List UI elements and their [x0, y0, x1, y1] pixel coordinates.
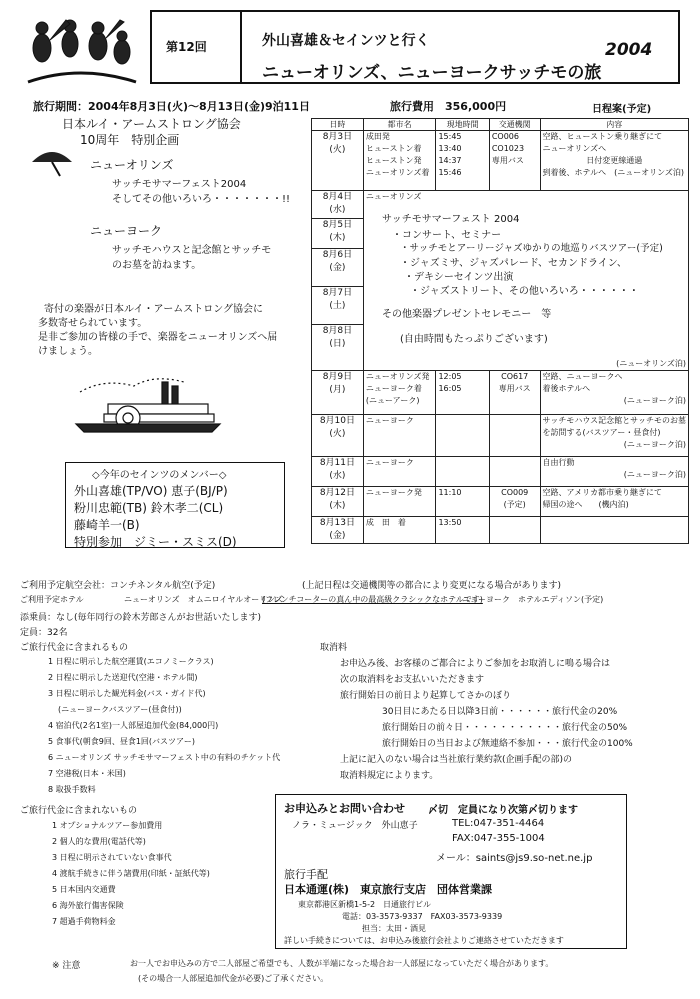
schedule-note: 空路、アメリカ都市乗り継ぎにて — [542, 488, 662, 497]
cancel-line: 30日目にあたる日以降3日前・・・・・・旅行代金の20% — [382, 707, 618, 717]
included-heading: ご旅行代金に含まれるもの — [20, 643, 129, 653]
footer-note-label: ※ 注意 — [52, 961, 81, 971]
event-item: ・ジャズストリート、その他いろいろ・・・・・・ — [410, 286, 639, 297]
schedule-date: 8月7日 — [322, 288, 353, 298]
neworleans-heading: ニューオリンズ — [90, 158, 174, 172]
schedule-city: ニューヨーク — [365, 416, 414, 425]
schedule-time: 13:50 — [438, 518, 462, 527]
schedule-date: 8月12日 — [319, 488, 356, 498]
cancel-line: お申込み後、お客様のご都合によりご参加をお取消しに鳴る場合は — [340, 659, 611, 669]
contact-tel: TEL:047-351-4464 — [452, 818, 545, 829]
schedule-weekday: (土) — [329, 301, 346, 311]
donation-line2: 多数寄せられています。 — [38, 318, 148, 329]
contact-email: メール：saints@js9.so-net.ne.jp — [436, 853, 593, 864]
arrangement-detail: 詳しい手続きについては、お申込み後旅行会社よりご連絡させていただきます — [284, 936, 564, 945]
cancel-line: 旅行開始日の前々日・・・・・・・・・・・旅行代金の50% — [382, 723, 628, 733]
schedule-date: 8月8日 — [322, 326, 353, 336]
schedule-transport: (予定) — [503, 500, 526, 509]
schedule-date: 8月3日 — [322, 132, 353, 142]
schedule-time: 13:40 — [438, 144, 462, 153]
contact-deadline: 〆切 定員になり次第〆切ります — [428, 805, 578, 816]
schedule-note: サッチモハウス記念館とサッチモのお墓 — [542, 416, 686, 425]
excluded-item: 6 海外旅行傷害保険 — [52, 901, 124, 910]
event-item: ・サッチモとアーリージャズゆかりの地巡りバスツアー(予定) — [400, 243, 663, 254]
schedule-city: ヒューストン発 — [365, 156, 422, 165]
excluded-item: 1 オプショナルツアー参加費用 — [52, 821, 163, 830]
schedule-change-note: (上記日程は交通機関等の都合により変更になる場合があります) — [302, 581, 562, 591]
excluded-item: 4 渡航手続きに伴う諸費用(印紙・証紙代等) — [52, 869, 210, 878]
contact-fax: FAX:047-355-1004 — [452, 833, 545, 844]
capacity: 定員：32名 — [20, 628, 68, 638]
organizer-name: 日本ルイ・アームストロング協会 — [62, 117, 241, 131]
included-item: 1 日程に明示した航空運賃(エコノミークラス) — [48, 657, 214, 666]
schedule-weekday: (水) — [329, 205, 346, 215]
page-title: ニューオリンズ、ニューヨークサッチモの旅 — [262, 63, 602, 83]
schedule-note: 到着後、ホテルへ (ニューオリンズ泊) — [542, 168, 684, 177]
excluded-heading: ご旅行代金に含まれないもの — [20, 806, 138, 816]
schedule-date: 8月5日 — [322, 220, 353, 230]
title-box-divider — [240, 10, 242, 84]
schedule-header: 内容 — [540, 119, 688, 131]
member-row: 特別参加 ジミー・スミス(D) — [74, 535, 237, 549]
schedule-note: 帰国の途へ (機内泊) — [542, 500, 629, 509]
schedule-transport: CO006 — [491, 132, 519, 141]
parasol-icon — [30, 146, 74, 178]
cancel-line: 取消料規定によります。 — [340, 771, 439, 781]
schedule-note: (ニューオリンズ泊) — [616, 359, 686, 368]
members-heading: ◇今年のセインツのメンバー◇ — [92, 470, 227, 481]
title-year: 2004 — [605, 40, 653, 60]
member-row: 粉川忠範(TB) 鈴木孝二(CL) — [74, 501, 224, 515]
included-item: 5 食事代(朝食9回、昼食1回(バスツアー) — [48, 737, 195, 746]
included-item: 4 宿泊代(2名1室)一人部屋追加代金(84,000円) — [48, 721, 219, 730]
schedule-city: ニューヨーク — [365, 458, 414, 467]
schedule-time: 16:05 — [438, 384, 462, 393]
organizer-anniversary: 10周年 特別企画 — [80, 133, 180, 147]
donation-line3: 是非ご参加の皆様の手で、楽器をニューオリンズへ届 — [38, 332, 278, 343]
schedule-note: 空路、ニューヨークへ — [542, 372, 623, 381]
excluded-item: 2 個人的な費用(電話代等) — [52, 837, 146, 846]
arrangement-heading: 旅行手配 — [284, 868, 328, 881]
member-row: 外山喜雄(TP/VO) 恵子(BJ/P) — [74, 484, 228, 498]
schedule-city: ニューオリンズ発 — [365, 372, 430, 381]
schedule-time: 12:05 — [438, 372, 462, 381]
event-item: ・ジャズミサ、ジャズパレード、セカンドライン、 — [400, 258, 627, 269]
schedule-transport: CO1023 — [491, 144, 525, 153]
schedule-label: 日程案(予定) — [592, 104, 652, 115]
schedule-city: 成田発 — [365, 132, 390, 141]
escort-note: 添乗員：なし(毎年同行の鈴木芳郎さんがお世話いたします) — [20, 613, 262, 623]
title-subtitle: 外山喜雄＆セインツと行く — [262, 33, 430, 49]
schedule-note: を訪問する(バスツアー・昼食付) — [542, 428, 661, 437]
hotel-label: ご利用予定ホテル — [20, 595, 84, 604]
edition-number: 第12回 — [166, 40, 207, 54]
member-row: 藤崎羊一(B) — [74, 518, 140, 532]
neworleans-line1: サッチモサマーフェスト2004 — [112, 179, 247, 190]
donation-line1: 寄付の楽器が日本ルイ・アームストロング協会に — [44, 304, 263, 315]
steamboat-illustration — [74, 372, 224, 438]
arrangement-person: 担当：太田・酒見 — [362, 924, 426, 933]
schedule-date: 8月13日 — [319, 518, 356, 528]
schedule-date: 8月6日 — [322, 250, 353, 260]
neworleans-line2: そしてその他いろいろ・・・・・・・!! — [112, 194, 291, 205]
schedule-time: 15:46 — [438, 168, 462, 177]
cancel-line: 次の取消料をお支払いいただきます — [340, 675, 485, 685]
schedule-weekday: (火) — [329, 145, 346, 155]
event-fest: サッチモサマーフェスト 2004 — [382, 214, 520, 225]
schedule-city: ニューオリンズ着 — [365, 168, 430, 177]
schedule-time: 11:10 — [438, 488, 462, 497]
schedule-note: 日付変更線通過 — [586, 156, 643, 165]
schedule-city: 成 田 着 — [365, 518, 406, 527]
arrangement-company: 日本通運(株) 東京旅行支店 団体営業課 — [284, 883, 493, 896]
schedule-transport: CO009 — [501, 488, 529, 497]
schedule-transport: CO617 — [501, 372, 529, 381]
footer-note-line2: (その場合一人部屋追加代金が必要)ご了承ください。 — [138, 974, 329, 983]
cancel-line: 旅行開始日の前日より起算してさかのぼり — [340, 691, 512, 701]
schedule-weekday: (木) — [329, 501, 346, 511]
schedule-weekday: (月) — [329, 385, 346, 395]
schedule-weekday: (日) — [329, 339, 346, 349]
trip-period: 旅行期間：2004年8月3日(火)～8月13日(金)9泊11日 — [33, 100, 310, 113]
arrangement-address: 東京都港区新橋1-5-2 日通旅行ビル — [298, 900, 432, 909]
schedule-note: (ニューヨーク泊) — [623, 440, 686, 449]
schedule-time: 15:45 — [438, 132, 462, 141]
schedule-note: 着後ホテルへ — [542, 384, 591, 393]
cancel-line: 旅行開始日の当日および無連絡不参加・・・旅行代金の100% — [382, 739, 633, 749]
footer-note-line1: お一人でお申込みの方で二人部屋ご希望でも、人数が半端になった場合お一人部屋になっていただく場合があります。 — [130, 959, 554, 968]
schedule-note: ニューオリンズへ — [542, 144, 607, 153]
schedule-date: 8月9日 — [322, 372, 353, 382]
schedule-time: 14:37 — [438, 156, 462, 165]
event-free-time: (自由時間もたっぷりございます) — [400, 334, 548, 345]
included-item: 8 取扱手数料 — [48, 785, 96, 794]
excluded-item: 3 日程に明示されていない食事代 — [52, 853, 172, 862]
schedule-note: 空路、ヒューストン乗り継ぎにて — [542, 132, 663, 141]
schedule-city: ニューヨーク発 — [365, 488, 422, 497]
schedule-note: (ニューヨーク泊) — [623, 396, 686, 405]
trip-cost: 旅行費用 356,000円 — [390, 100, 507, 113]
newyork-heading: ニューヨーク — [90, 224, 163, 238]
schedule-date: 8月11日 — [319, 458, 356, 468]
cancel-heading: 取消料 — [320, 643, 348, 653]
schedule-city: ニューヨーク着 — [365, 384, 422, 393]
schedule-date: 8月4日 — [322, 192, 353, 202]
schedule-header: 日時 — [312, 119, 364, 131]
schedule-header: 都市名 — [363, 119, 436, 131]
schedule-transport: 専用バス — [498, 384, 531, 393]
included-item: 6 ニューオリンズ サッチモサマーフェスト中の有料のチケット代 — [48, 753, 281, 762]
schedule-weekday: (金) — [329, 531, 346, 541]
schedule-note: 自由行動 — [542, 458, 575, 467]
hotel-newyork: ニューヨーク ホテルエディソン(予定) — [462, 595, 604, 604]
hotel-neworleans: ニューオリンズ オムニロイヤルオーリンズ — [124, 595, 284, 604]
schedule-header: 交通機関 — [489, 119, 540, 131]
included-item: 2 日程に明示した送迎代(空港・ホテル間) — [48, 673, 198, 682]
schedule-city: (ニューアーク) — [365, 396, 420, 405]
schedule-weekday: (木) — [329, 233, 346, 243]
newyork-line1: サッチモハウスと記念館とサッチモ — [112, 245, 272, 256]
airline: ご利用予定航空会社：コンチネンタル航空(予定) — [20, 581, 216, 591]
schedule-weekday: (水) — [329, 471, 346, 481]
included-item: 3 日程に明示した観光料金(バス・ガイド代) — [48, 689, 206, 698]
schedule-transport: 専用バス — [491, 156, 524, 165]
included-item: 7 空港税(日本・米国) — [48, 769, 126, 778]
included-item: (ニューヨークバスツアー(昼食付)) — [58, 705, 182, 714]
hotel-neworleans-desc: (フレンチコーターの真ん中の最高級クラシックなホテルです) — [262, 595, 483, 604]
event-ceremony: その他楽器プレゼントセレモニー 等 — [382, 309, 552, 320]
excluded-item: 7 超過手荷物料金 — [52, 917, 116, 926]
donation-line4: けましょう。 — [38, 346, 98, 357]
contact-organizer: ノラ・ミュージック 外山恵子 — [292, 821, 418, 831]
newyork-line2: のお墓を訪ねます。 — [112, 260, 202, 271]
schedule-date: 8月10日 — [319, 416, 356, 426]
schedule-weekday: (金) — [329, 263, 346, 273]
event-item: ・デキシーセインツ出演 — [404, 272, 514, 283]
contact-heading: お申込みとお問い合わせ — [284, 802, 405, 815]
schedule-weekday: (火) — [329, 429, 346, 439]
cancel-line: 上記に記入のない場合は当社旅行業約款(企画手配の部)の — [340, 755, 573, 765]
schedule-note: (ニューヨーク泊) — [623, 470, 686, 479]
jazz-band-illustration — [20, 8, 140, 88]
event-item: ・コンサート、セミナー — [392, 230, 502, 241]
schedule-header: 現地時間 — [436, 119, 489, 131]
schedule-city: ニューオリンズ — [365, 192, 422, 201]
schedule-city: ヒューストン着 — [365, 144, 422, 153]
excluded-item: 5 日本国内交通費 — [52, 885, 116, 894]
arrangement-phone: 電話：03-3573-9337 FAX03-3573-9339 — [342, 912, 503, 921]
